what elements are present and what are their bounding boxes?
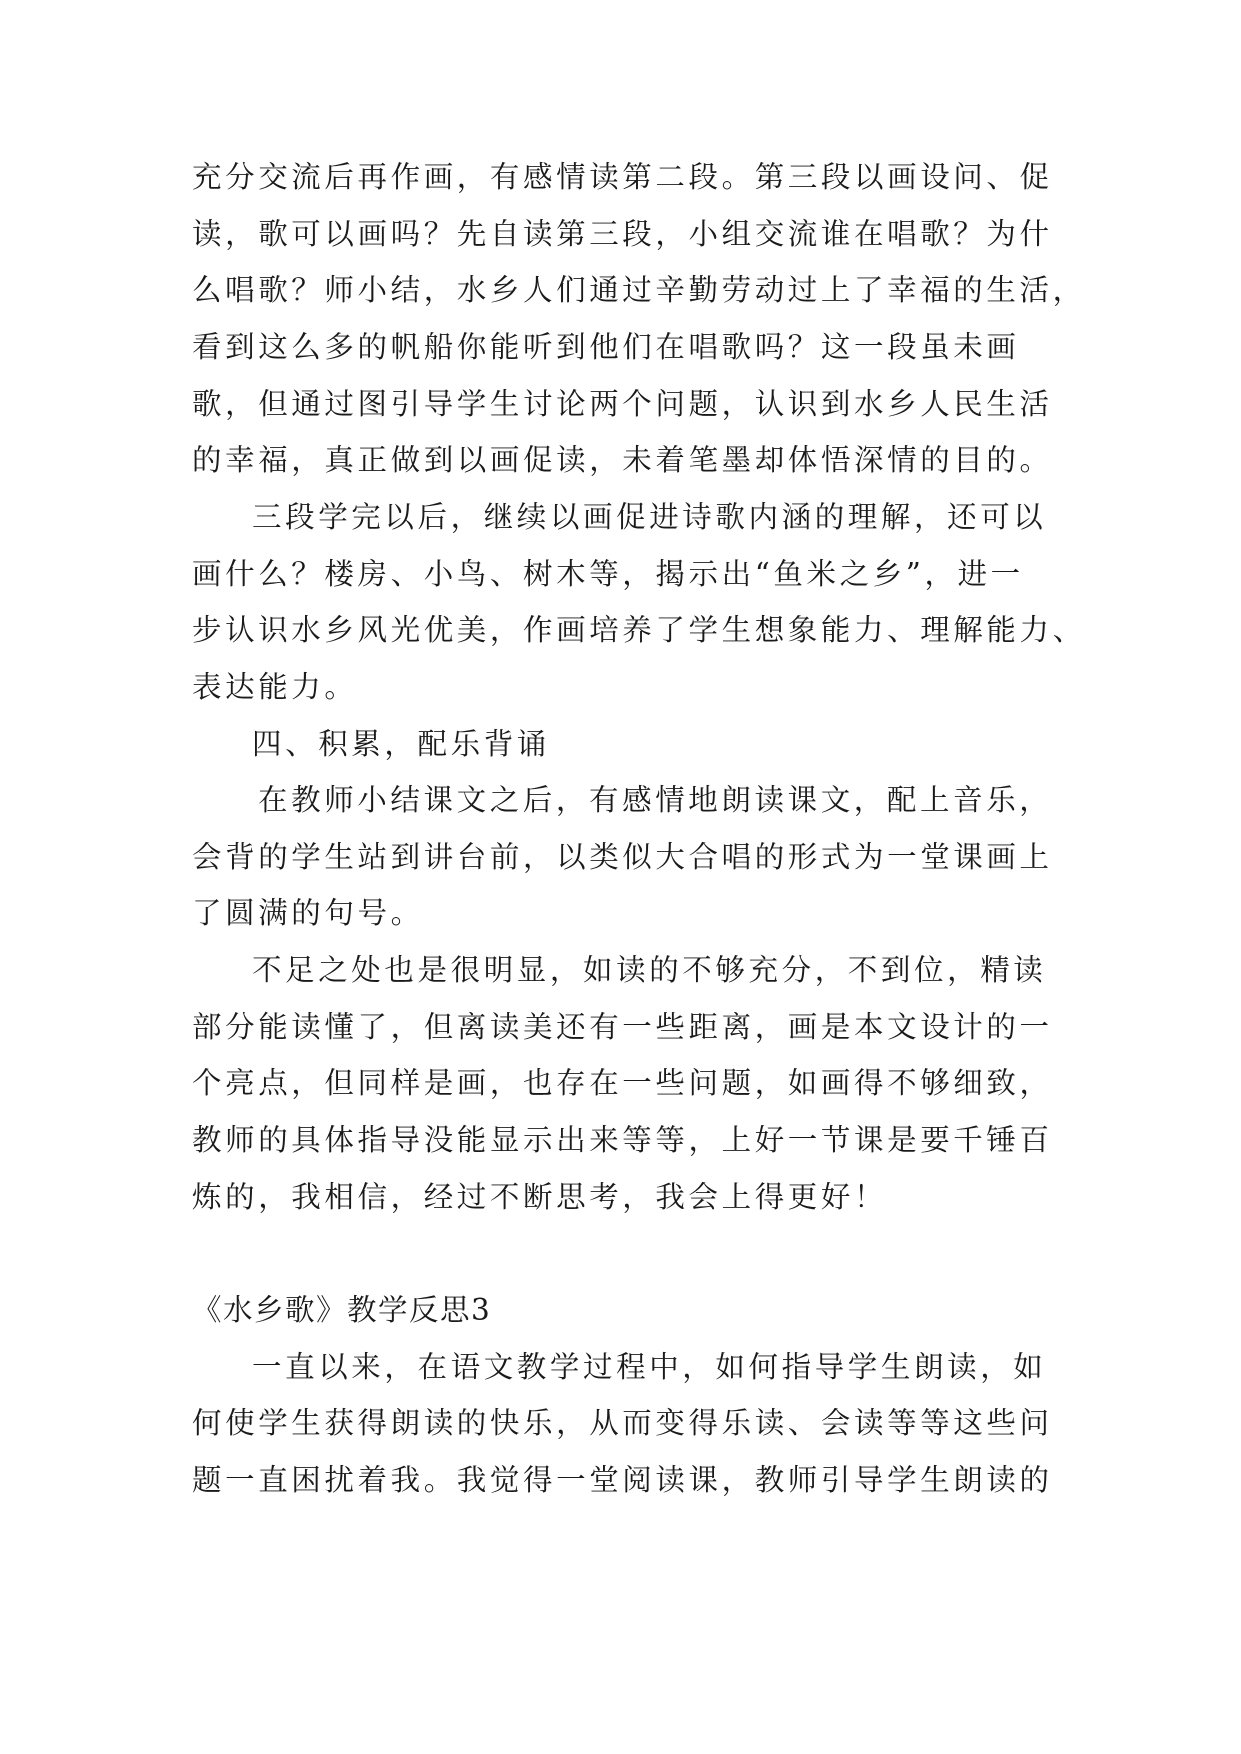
paragraph-line: 的幸福，真正做到以画促读，未着笔墨却体悟深情的目的。 — [192, 443, 1053, 477]
paragraph-line: 部分能读懂了，但离读美还有一些距离，画是本文设计的一 — [192, 1010, 1053, 1044]
paragraph-line: 教师的具体指导没能显示出来等等，上好一节课是要千锤百 — [192, 1123, 1053, 1157]
paragraph-line: 会背的学生站到讲台前，以类似大合唱的形式为一堂课画上 — [192, 840, 1053, 874]
paragraph-line: 么唱歌？师小结，水乡人们通过辛勤劳动过上了幸福的生活， — [192, 273, 1086, 307]
paragraph-line: 个亮点，但同样是画，也存在一些问题，如画得不够细致， — [192, 1066, 1053, 1100]
paragraph-line: 不足之处也是很明显，如读的不够充分，不到位，精读 — [252, 953, 1047, 987]
paragraph-line: 何使学生获得朗读的快乐，从而变得乐读、会读等等这些问 — [192, 1406, 1053, 1440]
paragraph-line: 歌，但通过图引导学生讨论两个问题，认识到水乡人民生活 — [192, 387, 1053, 421]
paragraph-line: 炼的，我相信，经过不断思考，我会上得更好！ — [192, 1180, 888, 1214]
section-heading: 四、积累，配乐背诵 — [252, 727, 550, 761]
paragraph-line: 充分交流后再作画，有感情读第二段。第三段以画设问、促 — [192, 160, 1053, 194]
paragraph-line: 画什么？楼房、小鸟、树木等，揭示出“鱼米之乡”，进一 — [192, 557, 1024, 591]
paragraph-line: 在教师小结课文之后，有感情地朗读课文，配上音乐， — [258, 783, 1053, 817]
paragraph-line: 步认识水乡风光优美，作画培养了学生想象能力、理解能力、 — [192, 613, 1086, 647]
paragraph-line: 看到这么多的帆船你能听到他们在唱歌吗？这一段虽未画 — [192, 330, 1020, 364]
paragraph-line: 题一直困扰着我。我觉得一堂阅读课，教师引导学生朗读的 — [192, 1463, 1053, 1497]
paragraph-line: 表达能力。 — [192, 670, 358, 704]
paragraph-line: 了圆满的句号。 — [192, 896, 424, 930]
paragraph-line: 读，歌可以画吗？先自读第三段，小组交流谁在唱歌？为什 — [192, 217, 1053, 251]
paragraph-line: 一直以来，在语文教学过程中，如何指导学生朗读，如 — [252, 1350, 1047, 1384]
paragraph-line: 三段学完以后，继续以画促进诗歌内涵的理解，还可以 — [252, 500, 1047, 534]
article-title: 《水乡歌》教学反思3 — [192, 1293, 492, 1327]
